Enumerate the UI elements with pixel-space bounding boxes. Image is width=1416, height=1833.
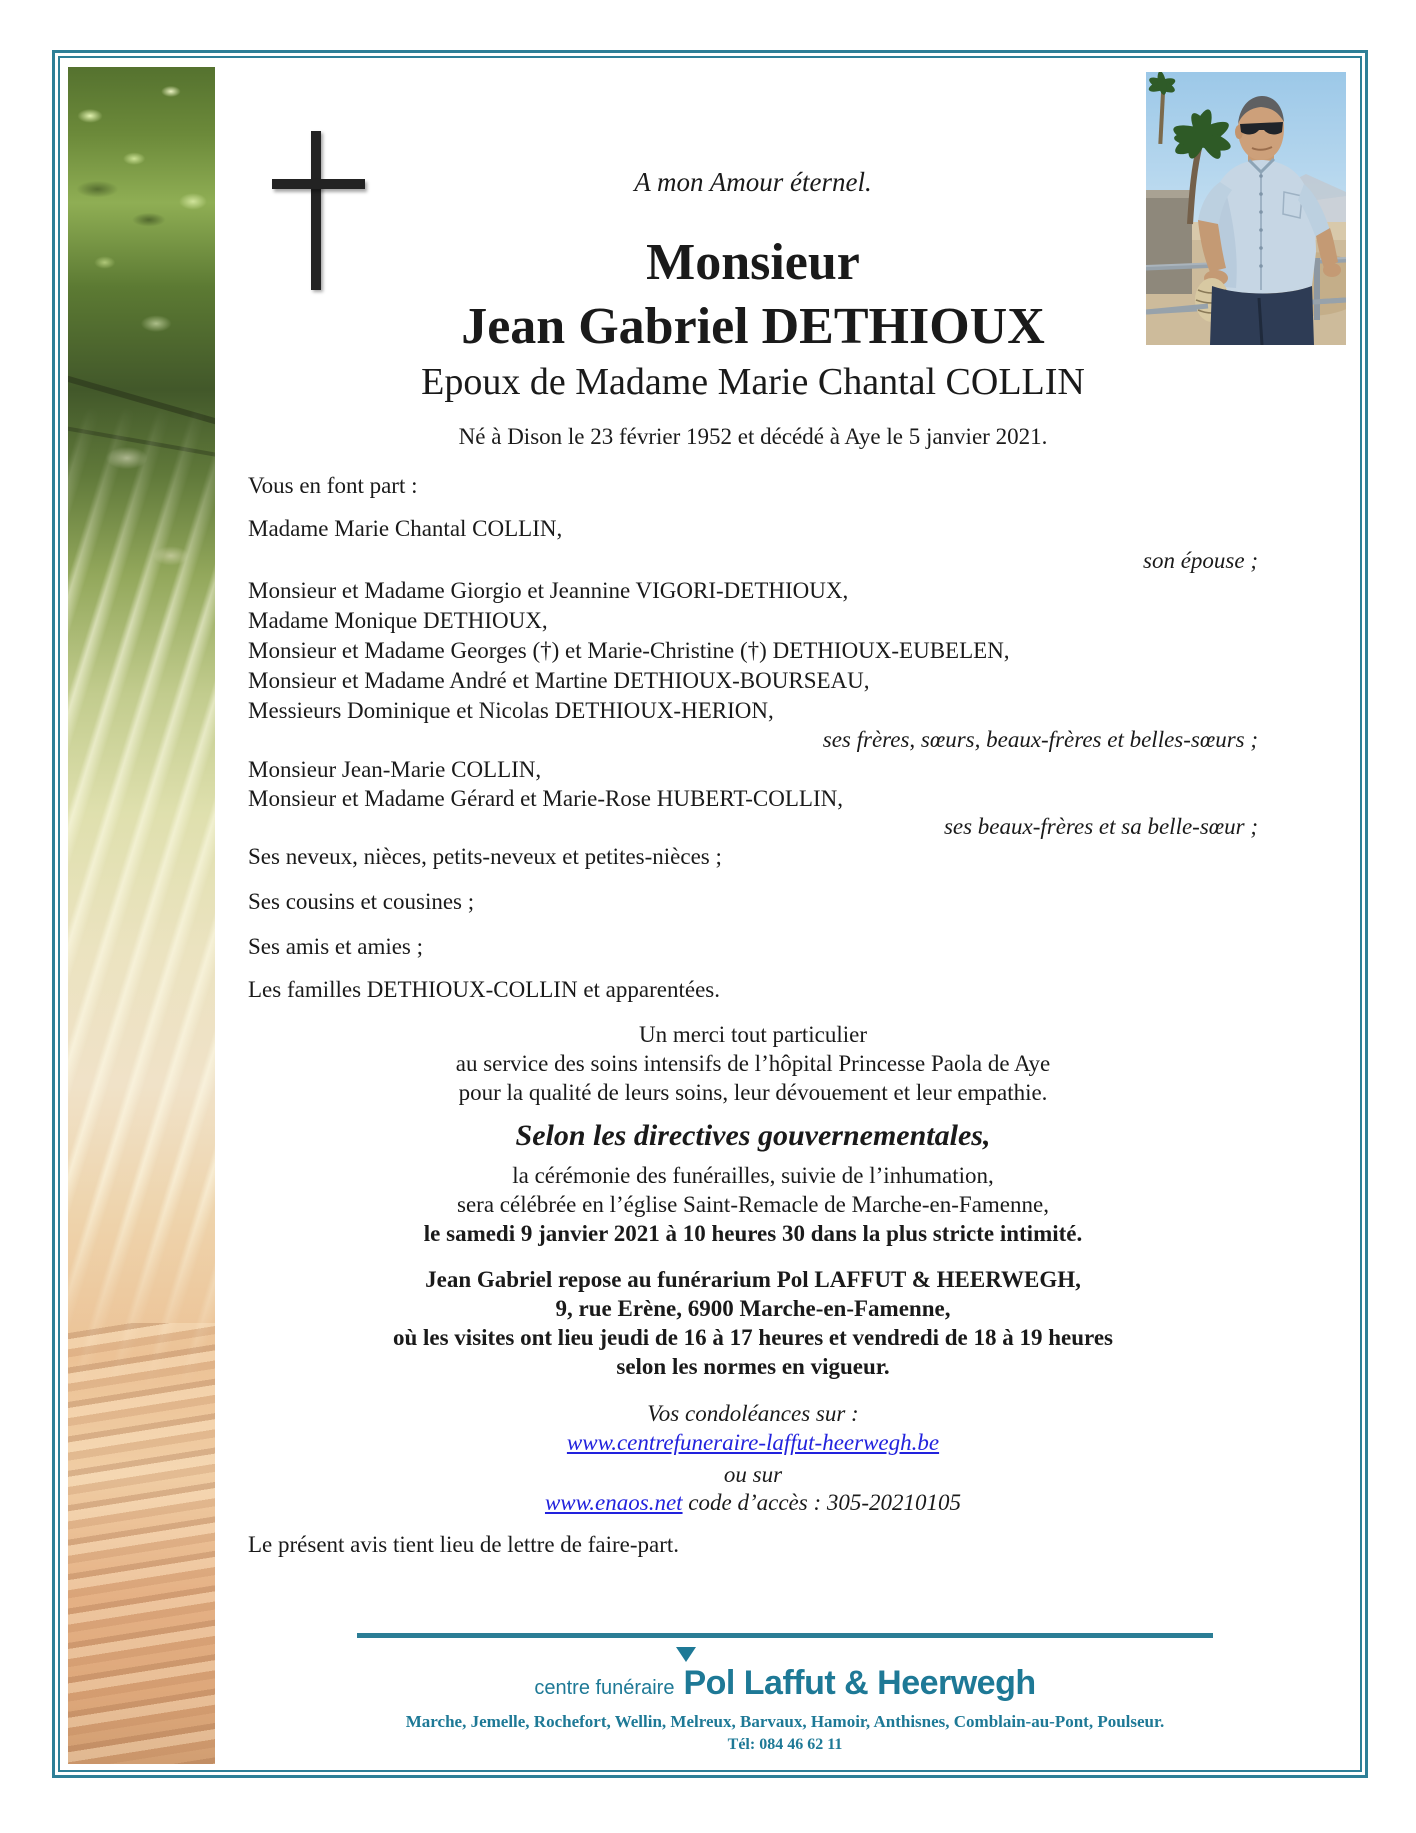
thanks-line: au service des soins intensifs de l’hôpital Princesse Paola de Aye: [455, 1051, 1051, 1076]
norms-line: selon les normes en vigueur.: [616, 1354, 890, 1379]
notice-line: Le présent avis tient lieu de lettre de faire-part.: [248, 1532, 680, 1557]
sibling-line: Madame Monique DETHIOUX,: [248, 608, 548, 633]
widow-role-line: son épouse ;: [1143, 548, 1258, 573]
deceased-name: Jean Gabriel DETHIOUX: [461, 298, 1045, 355]
funerarium-line: Jean Gabriel repose au funérarium Pol LAFFUT & HEERWEGH,: [425, 1267, 1081, 1292]
inlaw-line: Monsieur Jean-Marie COLLIN,: [248, 757, 542, 782]
birth-death-line: Né à Dison le 23 février 1952 et décédé à Aye le 5 janvier 2021.: [458, 424, 1048, 449]
ceremony-line: la cérémonie des funérailles, suivie de l’inhumation,: [512, 1163, 994, 1188]
sibling-line: Monsieur et Madame Giorgio et Jeannine VIGORI-DETHIOUX,: [248, 578, 849, 603]
relatives-line: Les familles DETHIOUX-COLLIN et apparentées.: [248, 977, 720, 1002]
ceremony-heading: Selon les directives gouvernementales,: [515, 1119, 991, 1152]
relatives-line: Ses neveux, nièces, petits-neveux et petites-nièces ;: [248, 844, 722, 869]
enaos-line: [248, 1489, 1258, 1517]
sibling-line: Messieurs Dominique et Nicolas DETHIOUX-HERION,: [248, 698, 774, 723]
brand-triangle-icon: [676, 1647, 696, 1662]
inlaw-line: Monsieur et Madame Gérard et Marie-Rose HUBERT-COLLIN,: [248, 786, 843, 811]
title-prefix: Monsieur: [646, 234, 860, 291]
footer-phone: Tél: 084 46 62 11: [727, 1736, 843, 1753]
footer-locations: Marche, Jemelle, Rochefort, Wellin, Melreux, Barvaux, Hamoir, Anthisnes, Comblain-au-Pont, Poulseur.: [405, 1712, 1165, 1731]
thanks-line: pour la qualité de leurs soins, leur dévouement et leur empathie.: [458, 1080, 1048, 1105]
ceremony-date-line: le samedi 9 janvier 2021 à 10 heures 30 dans la plus stricte intimité.: [423, 1221, 1083, 1246]
nature-path-strip: [68, 67, 215, 1764]
spouse-line: Epoux de Madame Marie Chantal COLLIN: [421, 361, 1085, 403]
widow-line: Madame Marie Chantal COLLIN,: [248, 516, 563, 541]
inlaws-role-line: ses beaux-frères et sa belle-sœur ;: [943, 814, 1258, 839]
ceremony-line: sera célébrée en l’église Saint-Remacle de Marche-en-Famenne,: [457, 1192, 1049, 1217]
brand-large-label: Pol Laffut & Heerwegh: [683, 1664, 1036, 1702]
brand-small-label: centre funéraire: [534, 1677, 675, 1699]
visits-line: où les visites ont lieu jeudi de 16 à 17 heures et vendredi de 18 à 19 heures: [392, 1325, 1114, 1350]
sandy-path-texture: [68, 1323, 215, 1764]
enaos-link[interactable]: www.enaos.net: [544, 1490, 683, 1515]
announcement-intro: Vous en font part :: [248, 473, 418, 498]
sunray-texture: [68, 406, 215, 1390]
condolences-link[interactable]: www.centrefuneraire-laffut-heerwegh.be: [566, 1430, 940, 1455]
sibling-line: Monsieur et Madame Georges (†) et Marie-Christine (†) DETHIOUX-EUBELEN,: [248, 638, 1010, 663]
condolences-link-line: [248, 1429, 1258, 1457]
relatives-line: Ses amis et amies ;: [248, 934, 424, 959]
thanks-line: Un merci tout particulier: [638, 1022, 867, 1047]
funeral-home-brand: [357, 1664, 1213, 1703]
access-code: code d’accès : 305-20210105: [682, 1490, 962, 1515]
condolences-intro: Vos condoléances sur :: [647, 1401, 859, 1426]
siblings-role-line: ses frères, sœurs, beaux-frères et belles-sœurs ;: [822, 727, 1258, 752]
memorial-quote: A mon Amour éternel.: [634, 167, 872, 197]
relatives-line: Ses cousins et cousines ;: [248, 889, 475, 914]
or-text: ou sur: [723, 1462, 783, 1487]
footer-divider: [357, 1633, 1213, 1638]
funerarium-address-line: 9, rue Erène, 6900 Marche-en-Famenne,: [555, 1296, 951, 1321]
sibling-line: Monsieur et Madame André et Martine DETHIOUX-BOURSEAU,: [248, 668, 870, 693]
